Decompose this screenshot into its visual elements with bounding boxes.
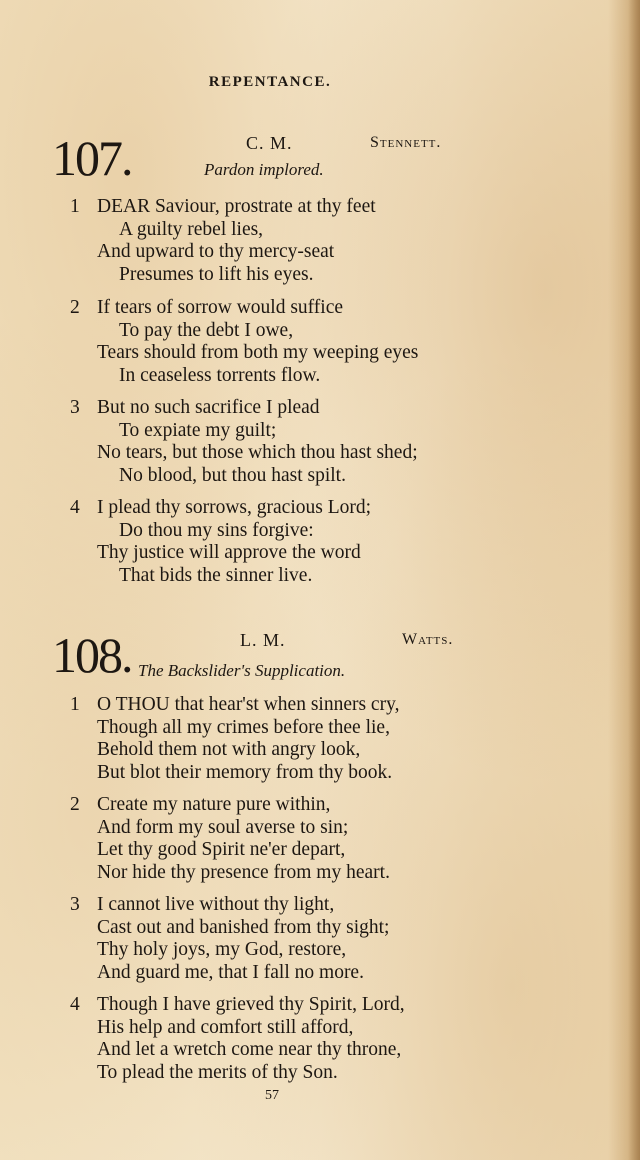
stanza-number: 2 [70, 794, 80, 815]
verse-line: And upward to thy mercy-seat [97, 241, 335, 263]
stanza-number: 3 [70, 894, 80, 915]
verse-line: And form my soul averse to sin; [97, 816, 349, 838]
verse-line: A guilty rebel lies, [119, 218, 264, 240]
stanza-108-2 [70, 794, 540, 884]
verse-line: But blot their memory from thy book. [97, 761, 393, 783]
verse-line: 3 But no such sacrifice I plead [70, 397, 320, 418]
stanza-107-2 [70, 297, 540, 387]
verse-line: No tears, but those which thou hast shed; [97, 442, 418, 464]
verse-line: Thy justice will approve the word [97, 542, 361, 564]
page-number: 57 [265, 1088, 279, 1103]
verse-line: 1 O THOU that hear'st when sinners cry, [70, 694, 400, 715]
hymn-number-107: 107. [52, 130, 132, 186]
verse-line: Cast out and banished from thy sight; [97, 916, 390, 938]
stanza-number: 1 [70, 694, 80, 715]
verse-line: To expiate my guilt; [119, 419, 277, 441]
stanza-108-1 [70, 694, 540, 784]
verse-line: 2 Create my nature pure within, [70, 794, 331, 815]
verse-line: Though all my crimes before thee lie, [97, 716, 390, 738]
verse-line: Presumes to lift his eyes. [119, 263, 314, 285]
stanza-number: 2 [70, 297, 80, 318]
page-edge [628, 0, 640, 1160]
verse-line: 4 Though I have grieved thy Spirit, Lord, [70, 994, 405, 1015]
verse-line: To pay the debt I owe, [119, 319, 294, 341]
stanza-number: 4 [70, 497, 80, 518]
verse-line: Do thou my sins forgive: [119, 519, 314, 541]
section-header: REPENTANCE. [208, 74, 332, 90]
verse-line: Tears should from both my weeping eyes [97, 342, 419, 364]
stanza-107-1 [70, 196, 540, 286]
verse-line: Behold them not with angry look, [97, 739, 361, 761]
hymn-author-107: Stennett. [370, 134, 442, 151]
hymn-meter-107: C. M. [246, 133, 293, 153]
verse-line: And let a wretch come near thy throne, [97, 1039, 402, 1061]
verse-line: To plead the merits of thy Son. [97, 1061, 338, 1083]
stanza-108-3 [70, 894, 540, 984]
verse-line: Let thy good Spirit ne'er depart, [97, 839, 346, 861]
verse-line: 1 DEAR Saviour, prostrate at thy feet [70, 196, 376, 217]
verse-line: Thy holy joys, my God, restore, [97, 939, 347, 961]
hymn-meter-108: L. M. [240, 630, 286, 650]
stanza-107-3 [70, 397, 540, 487]
verse-line: That bids the sinner live. [119, 564, 313, 586]
verse-line: And guard me, that I fall no more. [97, 961, 364, 983]
stanza-number: 4 [70, 994, 80, 1015]
verse-line: No blood, but thou hast spilt. [119, 464, 346, 486]
stanza-number: 3 [70, 397, 80, 418]
hymn-subtitle-107: Pardon implored. [204, 160, 324, 179]
verse-line: In ceaseless torrents flow. [119, 364, 321, 386]
stanza-number: 1 [70, 196, 80, 217]
hymn-subtitle-108: The Backslider's Supplication. [138, 661, 346, 680]
stanza-108-4 [70, 994, 540, 1084]
verse-line: 3 I cannot live without thy light, [70, 894, 335, 915]
hymn-author-108: Watts. [402, 631, 454, 648]
verse-line: 4 I plead thy sorrows, gracious Lord; [70, 497, 372, 518]
verse-line: His help and comfort still afford, [97, 1016, 354, 1038]
hymn-number-108: 108. [52, 627, 132, 683]
verse-line: Nor hide thy presence from my heart. [97, 861, 390, 883]
verse-line: 2 If tears of sorrow would suffice [70, 297, 344, 318]
stanza-107-4 [70, 497, 540, 587]
